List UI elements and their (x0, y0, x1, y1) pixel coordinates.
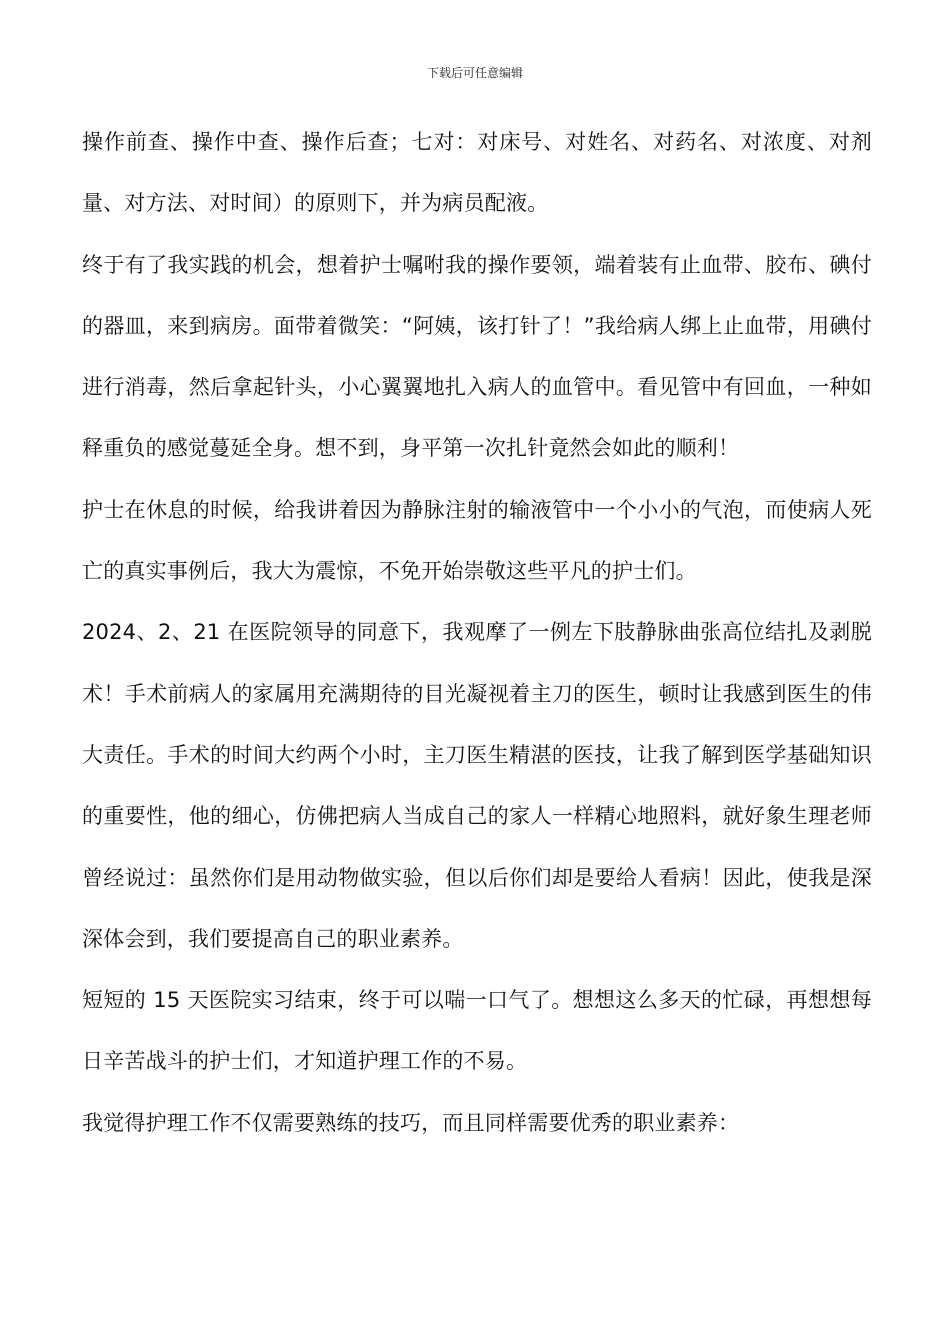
paragraph-6: 我觉得护理工作不仅需要熟练的技巧，而且同样需要优秀的职业素养： (82, 1110, 740, 1135)
page-header: 下载后可任意编辑 (426, 66, 523, 80)
paragraph-5: 短短的 15 天医院实习结束，终于可以喘一口气了。想想这么多天的忙碌，再想想每日辛苦战斗的护士们，才知道护理工作的不易。 (82, 988, 872, 1074)
paragraph-2: 终于有了我实践的机会，想着护士嘱咐我的操作要领，端着装有止血带、胶布、碘付的器皿，来到病房。面带着微笑：“阿姨，该打针了！”我给病人绑上止血带，用碘付进行消毒，然后拿起针头，小心翼翼地扎入病人的血管中。看见管中有回血，一种如释重负的感觉蔓延全身。想不到，身平第一次扎针竟然会如此的顺利！ (82, 252, 872, 461)
document-body (82, 112, 872, 1154)
paragraph-1: 操作前查、操作中查、操作后查；七对：对床号、对姓名、对药名、对浓度、对剂量、对方法、对时间）的原则下，并为病员配液。 (82, 130, 872, 216)
paragraph-3: 护士在休息的时候，给我讲着因为静脉注射的输液管中一个小小的气泡，而使病人死亡的真实事例后，我大为震惊，不免开始崇敬这些平凡的护士们。 (82, 497, 872, 584)
paragraph-4: 2024、2、21 在医院领导的同意下，我观摩了一例左下肢静脉曲张高位结扎及剥脱术！手术前病人的家属用充满期待的目光凝视着主刀的医生，顿时让我感到医生的伟大责任。手术的时间大约两个小时，主刀医生精湛的医技，让我了解到医学基础知识的重要性，他的细心，仿佛把病人当成自己的家人一样精心地照料，就好象生理老师曾经说过：虽然你们是用动物做实验，但以后你们却是要给人看病！因此，使我是深深体会到，我们要提高自己的职业素养。 (82, 620, 872, 951)
